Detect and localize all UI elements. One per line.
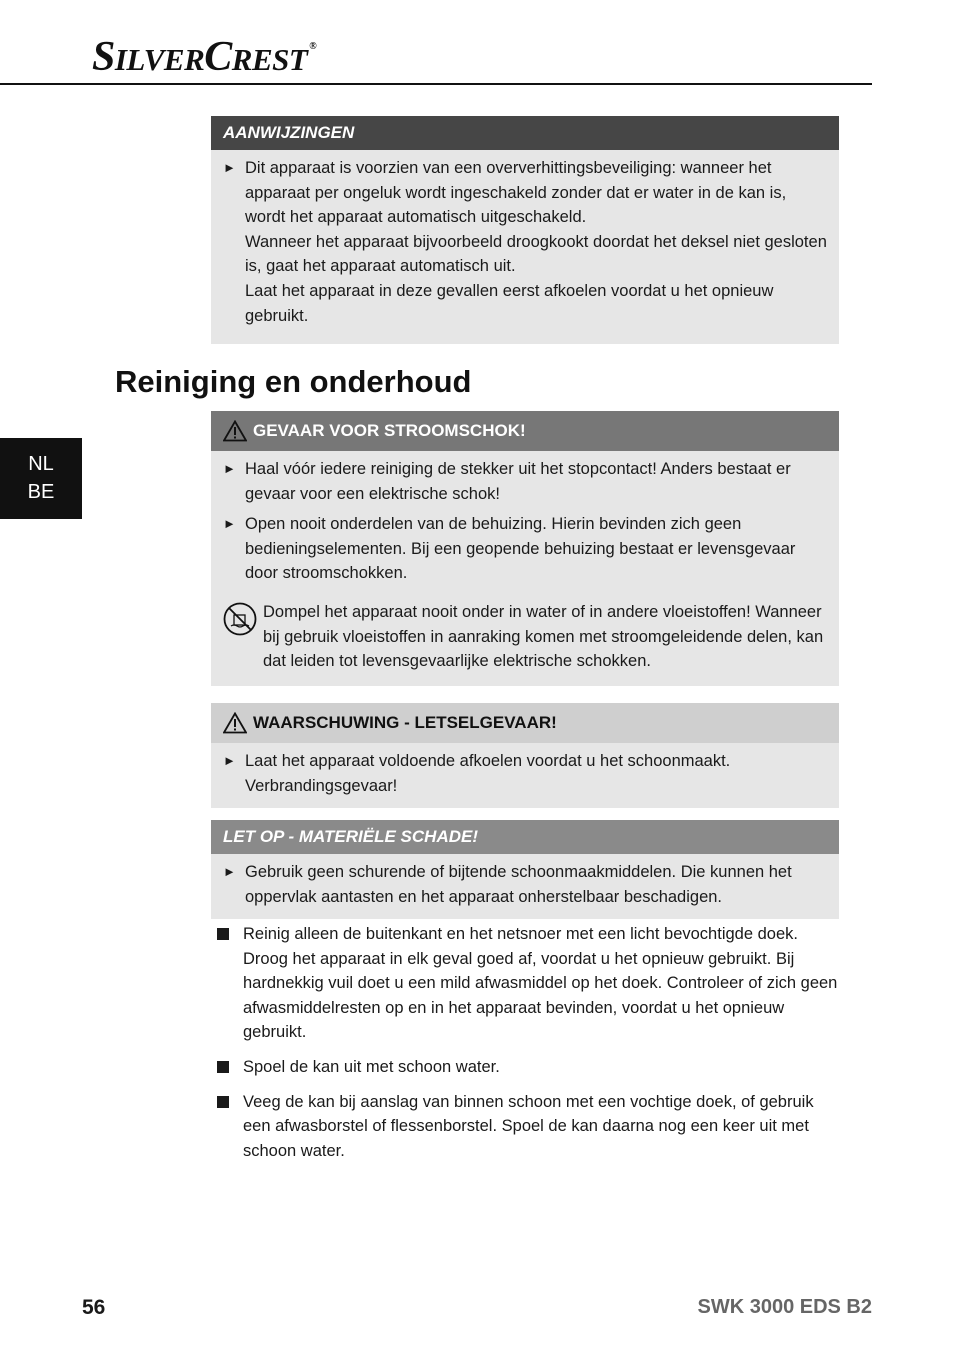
list-item: ► Haal vóór iedere reiniging de stekker uit het stopcontact! Anders bestaat er gevaar voor een elektrische schok!: [223, 457, 827, 506]
injury-warning-content: [211, 743, 839, 808]
shock-warning-box: [211, 411, 839, 686]
injury-warning-title: WAARSCHUWING - LETSELGEVAAR!: [211, 703, 839, 743]
header-rule: [0, 83, 872, 85]
injury-warning-box: [211, 703, 839, 808]
page-title: Reiniging en onderhoud: [115, 364, 472, 399]
arrow-bullet-icon: ►: [223, 864, 236, 879]
list-item: ► Gebruik geen schurende of bijtende schoonmaakmiddelen. Die kunnen het oppervlak aantasten en het apparaat onherstelbaar beschadigen.: [223, 860, 827, 909]
arrow-bullet-icon: ►: [223, 516, 236, 532]
warning-triangle-icon: [223, 420, 247, 442]
square-bullet-icon: [217, 1061, 229, 1073]
water-warning: Dompel het apparaat nooit onder in water of in andere vloeistoffen! Wanneer bij gebruik vloeistoffen in aanraking komen met stroomgeleidende delen, kan dat leiden tot levensgevaarlijke elektrische schokken.: [223, 600, 827, 674]
arrow-bullet-icon: ►: [223, 753, 236, 768]
warning-triangle-icon: [223, 712, 247, 734]
damage-warning-content: [211, 854, 839, 919]
damage-warning-box: [211, 820, 839, 919]
cleaning-steps: [217, 922, 841, 1173]
no-immersion-icon: [223, 602, 257, 636]
square-bullet-icon: [217, 928, 229, 940]
notes-box: [211, 116, 839, 344]
notes-title: AANWIJZINGEN: [211, 116, 839, 150]
arrow-bullet-icon: ►: [223, 461, 236, 476]
list-item: ► Laat het apparaat voldoende afkoelen voordat u het schoonmaakt. Verbrandingsgevaar!: [223, 749, 827, 798]
damage-warning-title: LET OP - MATERIËLE SCHADE!: [211, 820, 839, 854]
model-number: SWK 3000 EDS B2: [697, 1296, 872, 1318]
arrow-bullet-icon: ►: [223, 160, 236, 175]
notes-content: [211, 150, 839, 344]
page-number: 56: [82, 1296, 106, 1319]
list-item: ► Dit apparaat is voorzien van een oververhittingsbeveiliging: wanneer het apparaat per ongeluk wordt ingeschakeld zonder dat er water in de kan is, wordt het apparaat automatisch uitgeschakeld. Wanneer het apparaat bijvoorbeeld droogkookt doordat het deksel niet gesloten is, gaat het apparaat automatisch uit. Laat het apparaat in deze gevallen eerst afkoelen voordat u het opnieuw gebruikt.: [223, 156, 827, 328]
list-item: Spoel de kan uit met schoon water.: [217, 1055, 841, 1080]
square-bullet-icon: [217, 1096, 229, 1108]
list-item: Reinig alleen de buitenkant en het netsnoer met een licht bevochtigde doek. Droog het apparaat in elk geval goed af, voordat u het opnieuw gebruikt. Bij hardnekkig vuil doet u een mild afwasmiddel op het doek. Controleer of zich geen afwasmiddelresten op en in het apparaat bevinden, voordat u het opnieuw gebruikt.: [217, 922, 841, 1045]
brand-logo: SILVERCREST ®: [92, 34, 317, 80]
shock-warning-title: GEVAAR VOOR STROOMSCHOK!: [211, 411, 839, 451]
list-item: ► Open nooit onderdelen van de behuizing. Hierin bevinden zich geen bedieningselementen. Bij een geopende behuizing bestaat er levensgevaar door stroomschokken.: [223, 512, 827, 586]
list-item: Veeg de kan bij aanslag van binnen schoon met een vochtige doek, of gebruik een afwasborstel of flessenborstel. Spoel de kan daarna nog een keer uit met schoon water.: [217, 1090, 841, 1164]
shock-warning-content: [211, 451, 839, 686]
language-tab: NL BE: [0, 438, 82, 519]
